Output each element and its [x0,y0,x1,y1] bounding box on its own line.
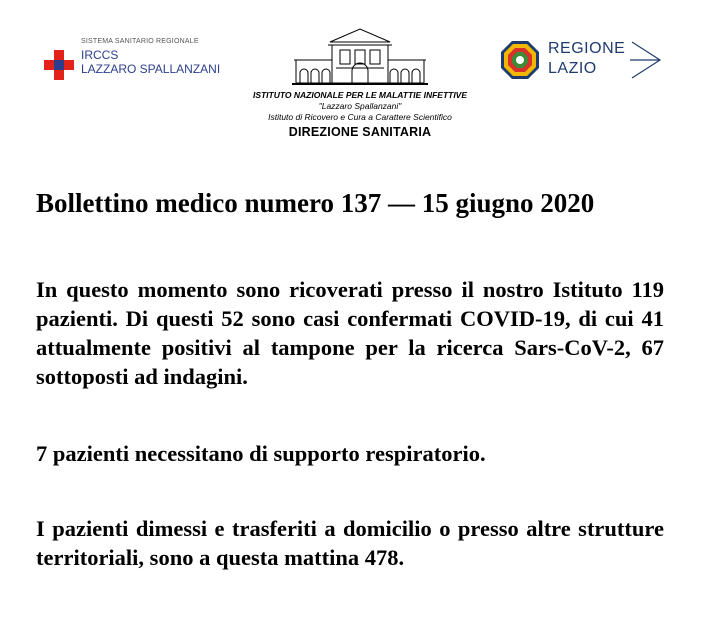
bulletin-paragraph-respiratory: 7 pazienti necessitano di supporto respiratorio. [36,441,486,466]
chevron-decoration-icon [630,40,662,80]
lazio-label: LAZIO [548,60,597,77]
irccs-spallanzani-logo [44,38,234,88]
bulletin-paragraph-discharged: I pazienti dimessi e trasferiti a domicilio o presso altre strutture territoriali, sono a questa mattina 478. [36,516,664,570]
irccs-label: IRCCS [81,48,119,62]
institute-description: Istituto di Ricovero e Cura a Carattere Scientifico [268,112,452,122]
regione-lazio-emblem-icon [500,40,540,80]
regione-label: REGIONE [548,40,626,57]
bulletin-title: Bollettino medico numero 137 — 15 giugno 2020 [36,188,595,218]
institute-name: ISTITUTO NAZIONALE PER LE MALATTIE INFETTIVE [252,90,468,100]
bulletin-paragraph-patients: In questo momento sono ricoverati presso il nostro Istituto 119 pazienti. Di questi 52 sono casi confermati COVID-19, di cui 41 attualmente positivi al tampone per la ricerca Sars-CoV-2, 67 sottoposti ad indagini. [36,277,664,389]
department-title: DIREZIONE SANITARIA [288,125,432,139]
health-system-label: SISTEMA SANITARIO REGIONALE [81,38,199,45]
regione-lazio-logo [500,38,670,86]
institute-building-icon [292,26,428,88]
medical-cross-icon [44,50,74,80]
institute-header [230,26,490,139]
institute-subtitle: "Lazzaro Spallanzani" [318,101,402,111]
spallanzani-label: LAZZARO SPALLANZANI [81,62,221,76]
